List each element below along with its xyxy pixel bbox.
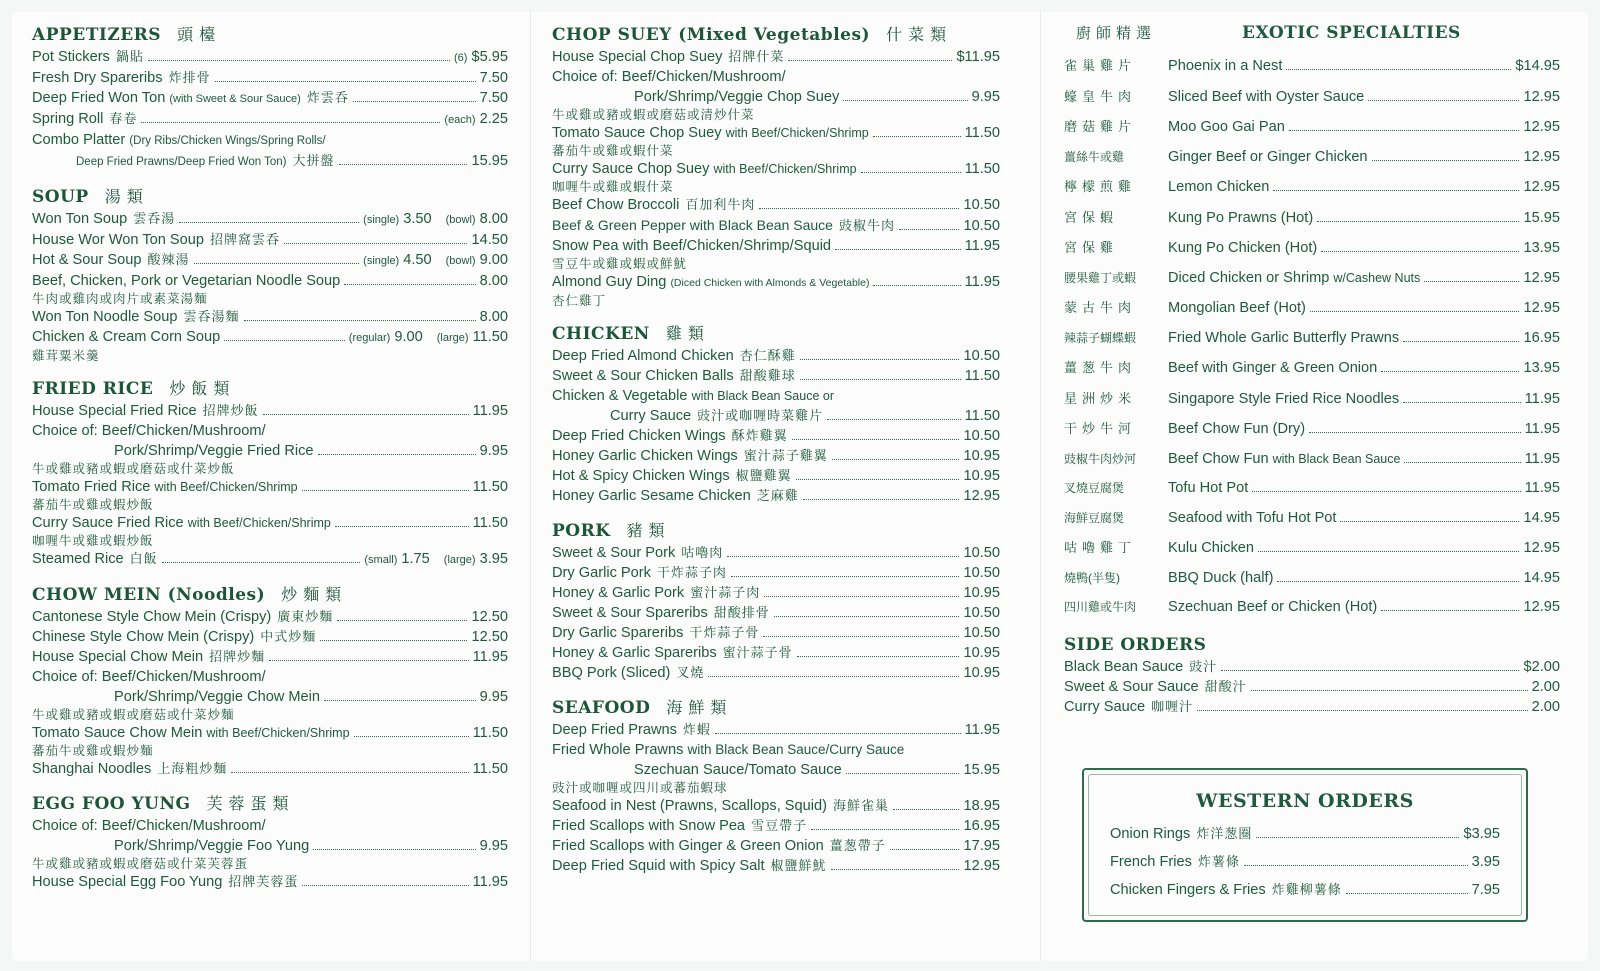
section-title-cn: 炒飯類 — [169, 379, 236, 398]
menu-item: Sweet & Sour Pork 咕嚕肉 10.50 — [552, 545, 1000, 561]
section-title-cn: 豬類 — [626, 521, 671, 540]
menu-item: Snow Pea with Beef/Chicken/Shrimp/Squid 11.95 雪豆牛或雞或蝦或鮮魷 — [552, 238, 1000, 271]
menu-item: Choice of: Beef/Chicken/Mushroom/ Pork/Shrimp/Veggie Chop Suey 9.95 牛或雞或豬或蝦或磨菇或清炒什菜 — [552, 69, 1000, 122]
section-fried-rice — [32, 376, 508, 570]
column-divider — [1040, 10, 1041, 961]
menu-item: 咕嚕雞丁 Kulu Chicken 12.95 — [1064, 540, 1560, 556]
menu-column-3 — [1064, 22, 1560, 729]
section-egg-foo-yung — [32, 791, 508, 892]
menu-item: 四川雞或牛肉 Szechuan Beef or Chicken (Hot) 12.95 — [1064, 599, 1560, 615]
menu-item: 薑葱牛肉 Beef with Ginger & Green Onion 13.95 — [1064, 360, 1560, 376]
menu-item: Beef Chow Broccoli 百加利牛肉 10.50 — [552, 197, 1000, 213]
menu-item: Chinese Style Chow Mein (Crispy) 中式炒麵 12.50 — [32, 629, 508, 645]
section-chow-mein — [32, 582, 508, 779]
menu-item: Spring Roll 春卷 (each) 2.25 — [32, 111, 508, 127]
column-divider — [530, 10, 531, 961]
menu-item: 蒙古牛肉 Mongolian Beef (Hot) 12.95 — [1064, 300, 1560, 316]
menu-item: Deep Fried Prawns 炸蝦 11.95 — [552, 722, 1000, 738]
menu-item: Cantonese Style Chow Mein (Crispy) 廣東炒麵 12.50 — [32, 609, 508, 625]
menu-item: Combo Platter (Dry Ribs/Chicken Wings/Spring Rolls/ Deep Fried Prawns/Deep Fried Won Ton) 大拼盤 15.95 — [32, 132, 508, 169]
section-title-cn: 什菜類 — [886, 25, 953, 44]
menu-item: Onion Rings 炸洋葱圈 $3.95 — [1110, 826, 1500, 842]
section-seafood — [552, 695, 1000, 876]
menu-item: Chicken & Cream Corn Soup (regular) 9.00 (large) 11.50 雞茸粟米羹 — [32, 329, 508, 363]
section-title-cn: 廚師精選 — [1076, 25, 1157, 42]
section-title: CHOW MEIN (Noodles) — [32, 585, 266, 605]
menu-item: 腰果雞丁或蝦 Diced Chicken or Shrimp w/Cashew Nuts 12.95 — [1064, 269, 1560, 286]
menu-item: Chicken Fingers & Fries 炸雞柳薯條 7.95 — [1110, 882, 1500, 898]
menu-item: Won Ton Noodle Soup 雲呑湯麵 8.00 — [32, 309, 508, 325]
section-title: APPETIZERS — [32, 25, 162, 45]
menu-item: House Special Egg Foo Yung 招牌芙蓉蛋 11.95 — [32, 874, 508, 890]
menu-item: Steamed Rice 白飯 (small) 1.75 (large) 3.95 — [32, 551, 508, 567]
menu-item: Deep Fried Chicken Wings 酥炸雞翼 10.50 — [552, 428, 1000, 444]
section-title: SEAFOOD — [552, 698, 651, 718]
menu-item: 辣蒜子蝴蝶蝦 Fried Whole Garlic Butterfly Prawns 16.95 — [1064, 329, 1560, 346]
section-title: SIDE ORDERS — [1064, 634, 1207, 655]
menu-item: Tomato Fried Rice with Beef/Chicken/Shrimp 11.50 蕃茄牛或雞或蝦炒飯 — [32, 479, 508, 512]
menu-item: Deep Fried Won Ton (with Sweet & Sour Sauce) 炸雲呑 7.50 — [32, 90, 508, 106]
section-appetizers — [32, 22, 508, 172]
menu-item: Honey & Garlic Spareribs 蜜汁蒜子骨 10.95 — [552, 645, 1000, 661]
menu-item: 星洲炒米 Singapore Style Fried Rice Noodles 11.95 — [1064, 390, 1560, 407]
menu-item: Choice of: Beef/Chicken/Mushroom/ Pork/Shrimp/Veggie Foo Yung 9.95 牛或雞或豬或蝦或磨菇或什菜芙蓉蛋 — [32, 818, 508, 871]
menu-item: Fried Whole Prawns with Black Bean Sauce/Curry Sauce Szechuan Sauce/Tomato Sauce 15.95 豉汁或咖喱或四川或蕃茄蝦球 — [552, 742, 1000, 795]
section-title: WESTERN ORDERS — [1196, 790, 1414, 812]
menu-item: Tomato Sauce Chow Mein with Beef/Chicken/Shrimp 11.50 蕃茄牛或雞或蝦炒麵 — [32, 725, 508, 758]
menu-item: Pot Stickers 鍋貼 (6) $5.95 — [32, 49, 508, 65]
menu-item: Fresh Dry Spareribs 炸排骨 7.50 — [32, 70, 508, 86]
menu-item: Hot & Sour Soup 酸辣湯 (single) 4.50 (bowl) 9.00 — [32, 252, 508, 268]
section-side-orders — [1064, 635, 1560, 717]
menu-item: Beef & Green Pepper with Black Bean Sauce 豉椒牛肉 10.50 — [552, 217, 1000, 234]
menu-item: Seafood in Nest (Prawns, Scallops, Squid) 海鮮雀巢 18.95 — [552, 798, 1000, 814]
section-title-cn: 海鮮類 — [666, 698, 733, 717]
menu-item: French Fries 炸薯條 3.95 — [1110, 854, 1500, 870]
section-title: CHOP SUEY (Mixed Vegetables) — [552, 25, 871, 45]
section-title-cn: 芙蓉蛋類 — [206, 794, 295, 813]
menu-item: Sweet & Sour Chicken Balls 甜酸雞球 11.50 — [552, 368, 1000, 384]
menu-item: Fried Scallops with Ginger & Green Onion 薑葱帶子 17.95 — [552, 838, 1000, 854]
menu-item: 干炒牛河 Beef Chow Fun (Dry) 11.95 — [1064, 421, 1560, 437]
section-chicken — [552, 321, 1000, 506]
section-exotic-specialties — [1064, 22, 1560, 623]
menu-item: Choice of: Beef/Chicken/Mushroom/ Pork/Shrimp/Veggie Fried Rice 9.95 牛或雞或豬或蝦或磨菇或什菜炒飯 — [32, 423, 508, 476]
menu-item: 雀巢雞片 Phoenix in a Nest $14.95 — [1064, 58, 1560, 74]
section-chop-suey — [552, 22, 1000, 309]
section-title: SOUP — [32, 187, 89, 207]
menu-column-1 — [32, 22, 508, 904]
menu-item: Fried Scallops with Snow Pea 雪豆帶子 16.95 — [552, 818, 1000, 834]
menu-item: Tomato Sauce Chop Suey with Beef/Chicken/Shrimp 11.50 蕃茄牛或雞或蝦什菜 — [552, 125, 1000, 158]
western-orders-box — [1082, 768, 1528, 922]
menu-item: 燒鴨(半隻) BBQ Duck (half) 14.95 — [1064, 569, 1560, 586]
exotic-list — [1064, 51, 1560, 623]
menu-item: House Special Fried Rice 招牌炒飯 11.95 — [32, 403, 508, 419]
menu-item: Shanghai Noodles 上海粗炒麵 11.50 — [32, 761, 508, 777]
menu-item: House Special Chow Mein 招牌炒麵 11.95 — [32, 649, 508, 665]
menu-item: Honey Garlic Sesame Chicken 芝麻雞 12.95 — [552, 488, 1000, 504]
menu-item: 檸檬煎雞 Lemon Chicken 12.95 — [1064, 179, 1560, 195]
section-title: FRIED RICE — [32, 379, 154, 399]
section-title: EXOTIC SPECIALTIES — [1242, 23, 1461, 43]
menu-item: Dry Garlic Pork 干炸蒜子肉 10.50 — [552, 565, 1000, 581]
section-title-cn: 頭檯 — [177, 25, 222, 44]
menu-item: BBQ Pork (Sliced) 叉燒 10.95 — [552, 665, 1000, 681]
menu-item: Hot & Spicy Chicken Wings 椒鹽雞翼 10.95 — [552, 468, 1000, 484]
menu-item: 叉燒豆腐煲 Tofu Hot Pot 11.95 — [1064, 480, 1560, 496]
menu-item: Choice of: Beef/Chicken/Mushroom/ Pork/Shrimp/Veggie Chow Mein 9.95 牛或雞或豬或蝦或磨菇或什菜炒麵 — [32, 669, 508, 722]
menu-item: Black Bean Sauce 豉汁 $2.00 — [1064, 658, 1560, 675]
menu-item: Beef, Chicken, Pork or Vegetarian Noodle Soup 8.00 牛肉或雞肉或肉片或素菜湯麵 — [32, 273, 508, 306]
menu-item: 薑絲牛或雞 Ginger Beef or Ginger Chicken 12.95 — [1064, 148, 1560, 165]
section-title: PORK — [552, 521, 611, 541]
menu-column-2 — [552, 22, 1000, 888]
menu-item: 豉椒牛肉炒河 Beef Chow Fun with Black Bean Sauce 11.95 — [1064, 450, 1560, 467]
section-title-cn: 炒麵類 — [281, 585, 348, 604]
section-title: EGG FOO YUNG — [32, 794, 191, 814]
section-soup — [32, 184, 508, 364]
menu-item: Chicken & Vegetable with Black Bean Sauce or Curry Sauce 豉汁或咖喱時菜雞片 11.50 — [552, 388, 1000, 424]
section-title-cn: 湯類 — [104, 187, 149, 206]
menu-item: 宮保蝦 Kung Po Prawns (Hot) 15.95 — [1064, 209, 1560, 226]
menu-item: Sweet & Sour Sauce 甜酸汁 2.00 — [1064, 678, 1560, 695]
menu-item: 宮保雞 Kung Po Chicken (Hot) 13.95 — [1064, 240, 1560, 256]
menu-item: Curry Sauce Chop Suey with Beef/Chicken/Shrimp 11.50 咖喱牛或雞或蝦什菜 — [552, 161, 1000, 194]
menu-item: Almond Guy Ding (Diced Chicken with Almonds & Vegetable) 11.95 杏仁雞丁 — [552, 274, 1000, 308]
menu-item: Dry Garlic Spareribs 干炸蒜子骨 10.50 — [552, 625, 1000, 641]
menu-item: Sweet & Sour Spareribs 甜酸排骨 10.50 — [552, 605, 1000, 621]
menu-item: 海鮮豆腐煲 Seafood with Tofu Hot Pot 14.95 — [1064, 509, 1560, 526]
section-title-cn: 雞類 — [665, 324, 710, 343]
menu-item: Won Ton Soup 雲呑湯 (single) 3.50 (bowl) 8.00 — [32, 211, 508, 227]
menu-item: Curry Sauce 咖喱汁 2.00 — [1064, 698, 1560, 715]
menu-item: 蠔皇牛肉 Sliced Beef with Oyster Sauce 12.95 — [1064, 88, 1560, 105]
menu-item: House Special Chop Suey 招牌什菜 $11.95 — [552, 49, 1000, 65]
menu-item: 磨菇雞片 Moo Goo Gai Pan 12.95 — [1064, 119, 1560, 135]
menu-item: Honey Garlic Chicken Wings 蜜汁蒜子雞翼 10.95 — [552, 448, 1000, 464]
section-pork — [552, 518, 1000, 683]
menu-item: Honey & Garlic Pork 蜜汁蒜子肉 10.95 — [552, 585, 1000, 601]
section-title: CHICKEN — [552, 324, 650, 344]
menu-item: Deep Fried Almond Chicken 杏仁酥雞 10.50 — [552, 348, 1000, 364]
menu-item: House Wor Won Ton Soup 招牌窩雲呑 14.50 — [32, 232, 508, 248]
menu-item: Deep Fried Squid with Spicy Salt 椒鹽鮮魷 12.95 — [552, 858, 1000, 874]
menu-item: Curry Sauce Fried Rice with Beef/Chicken/Shrimp 11.50 咖喱牛或雞或蝦炒飯 — [32, 515, 508, 548]
